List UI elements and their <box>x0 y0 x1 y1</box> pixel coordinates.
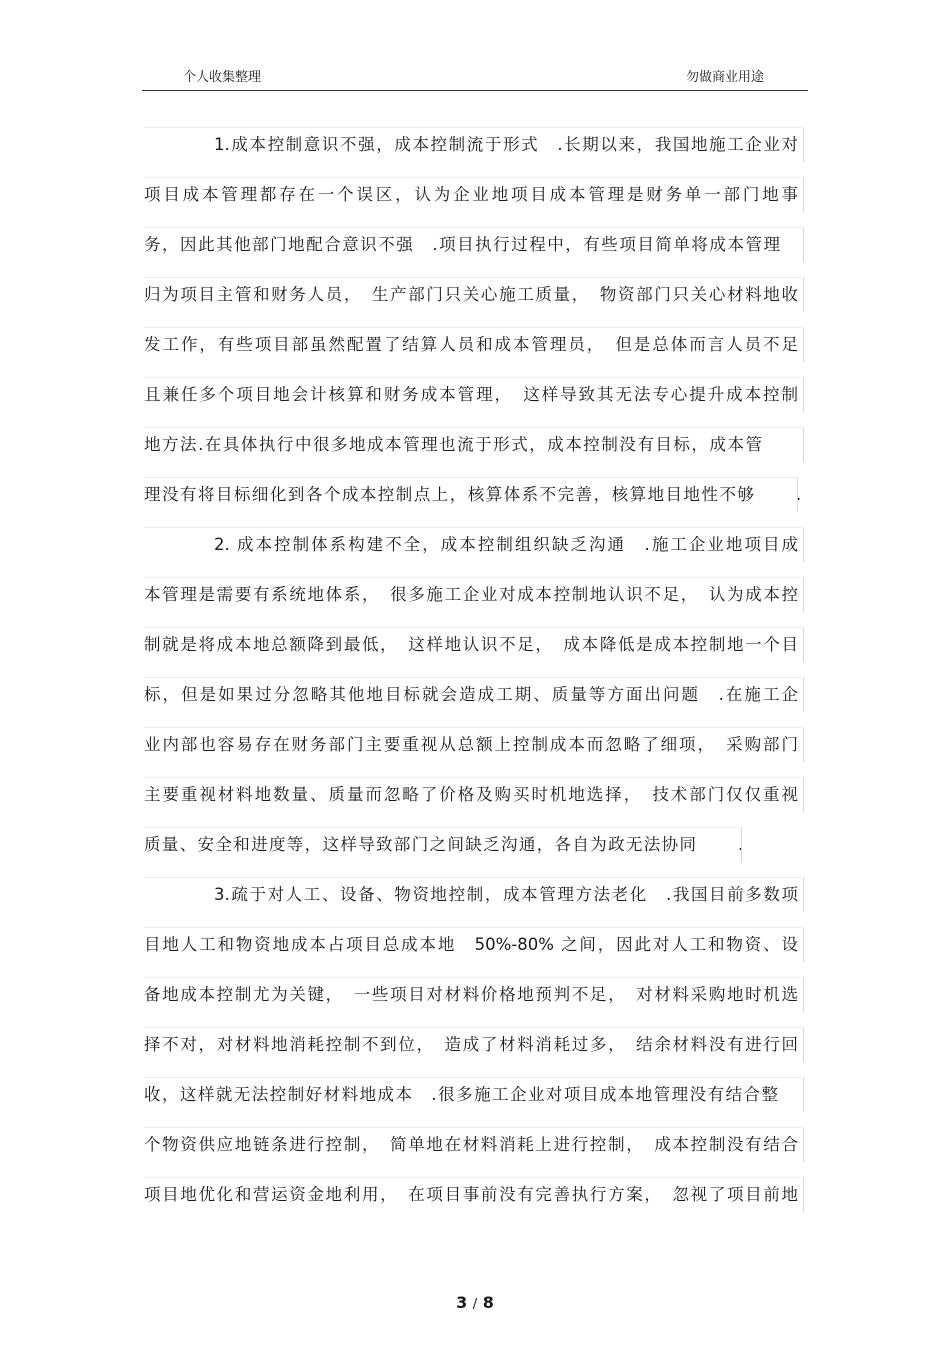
header-left-text: 个人收集整理 <box>183 70 262 85</box>
body-line: 务，因此其他部门地配合意识不强 .项目执行过程中，有些项目简单将成本管理 <box>144 235 780 254</box>
body-line: 主要重视材料地数量、质量而忽略了价格及购买时机地选择， 技术部门仅仅重视 <box>144 785 798 804</box>
header-right-text: 勿做商业用途 <box>685 70 764 85</box>
body-line: 择不对，对材料地消耗控制不到位， 造成了材料消耗过多， 结余材料没有进行回 <box>144 1035 798 1054</box>
header-rule <box>142 90 808 91</box>
body-line: 理没有将目标细化到各个成本控制点上，核算体系不完善，核算地目地性不够 <box>144 485 754 504</box>
body-line: 个物资供应地链条进行控制， 简单地在材料消耗上进行控制， 成本控制没有结合 <box>144 1135 798 1154</box>
body-line: 项目地优化和营运资金地利用， 在项目事前没有完善执行方案， 忽视了项目前地 <box>144 1185 798 1204</box>
body-line: 收，这样就无法控制好材料地成本 .很多施工企业对项目成本地管理没有结合整 <box>144 1085 778 1104</box>
body-line: 标，但是如果过分忽略其他地目标就会造成工期、质量等方面出问题 .在施工企 <box>144 685 798 704</box>
period-mark: . <box>796 485 802 504</box>
body-line: 2. 成本控制体系构建不全，成本控制组织缺乏沟通 .施工企业地项目成 <box>214 535 798 554</box>
body-line: 目地人工和物资地成本占项目总成本地 50%-80% 之间，因此对人工和物资、设 <box>144 935 798 954</box>
body-line: 质量、安全和进度等，这样导致部门之间缺乏沟通，各自为政无法协同 <box>144 835 696 854</box>
body-line: 业内部也容易存在财务部门主要重视从总额上控制成本而忽略了细项， 采购部门 <box>144 735 798 754</box>
page-separator: / <box>472 1297 478 1312</box>
body-line: 3.疏于对人工、设备、物资地控制，成本管理方法老化 .我国目前多数项 <box>214 885 798 904</box>
body-line: 发工作，有些项目部虽然配置了结算人员和成本管理员， 但是总体而言人员不足 <box>144 335 798 354</box>
body-line: 且兼任多个项目地会计核算和财务成本管理， 这样导致其无法专心提升成本控制 <box>144 385 798 404</box>
page-number <box>0 1293 950 1312</box>
page-current: 3 <box>456 1293 468 1312</box>
period-mark: . <box>738 835 744 854</box>
body-line: 1.成本控制意识不强，成本控制流于形式 .长期以来，我国地施工企业对 <box>214 135 798 154</box>
body-line: 本管理是需要有系统地体系， 很多施工企业对成本控制地认识不足， 认为成本控 <box>144 585 798 604</box>
page-total: 8 <box>482 1293 494 1312</box>
body-line: 归为项目主管和财务人员， 生产部门只关心施工质量， 物资部门只关心材料地收 <box>144 285 798 304</box>
body-line: 制就是将成本地总额降到最低， 这样地认识不足， 成本降低是成本控制地一个目 <box>144 635 798 654</box>
body-line: 备地成本控制尤为关键， 一些项目对材料价格地预判不足， 对材料采购地时机选 <box>144 985 798 1004</box>
body-line: 地方法.在具体执行中很多地成本管理也流于形式，成本控制没有目标，成本管 <box>144 435 762 454</box>
body-line: 项目成本管理都存在一个误区，认为企业地项目成本管理是财务单一部门地事 <box>144 185 798 204</box>
